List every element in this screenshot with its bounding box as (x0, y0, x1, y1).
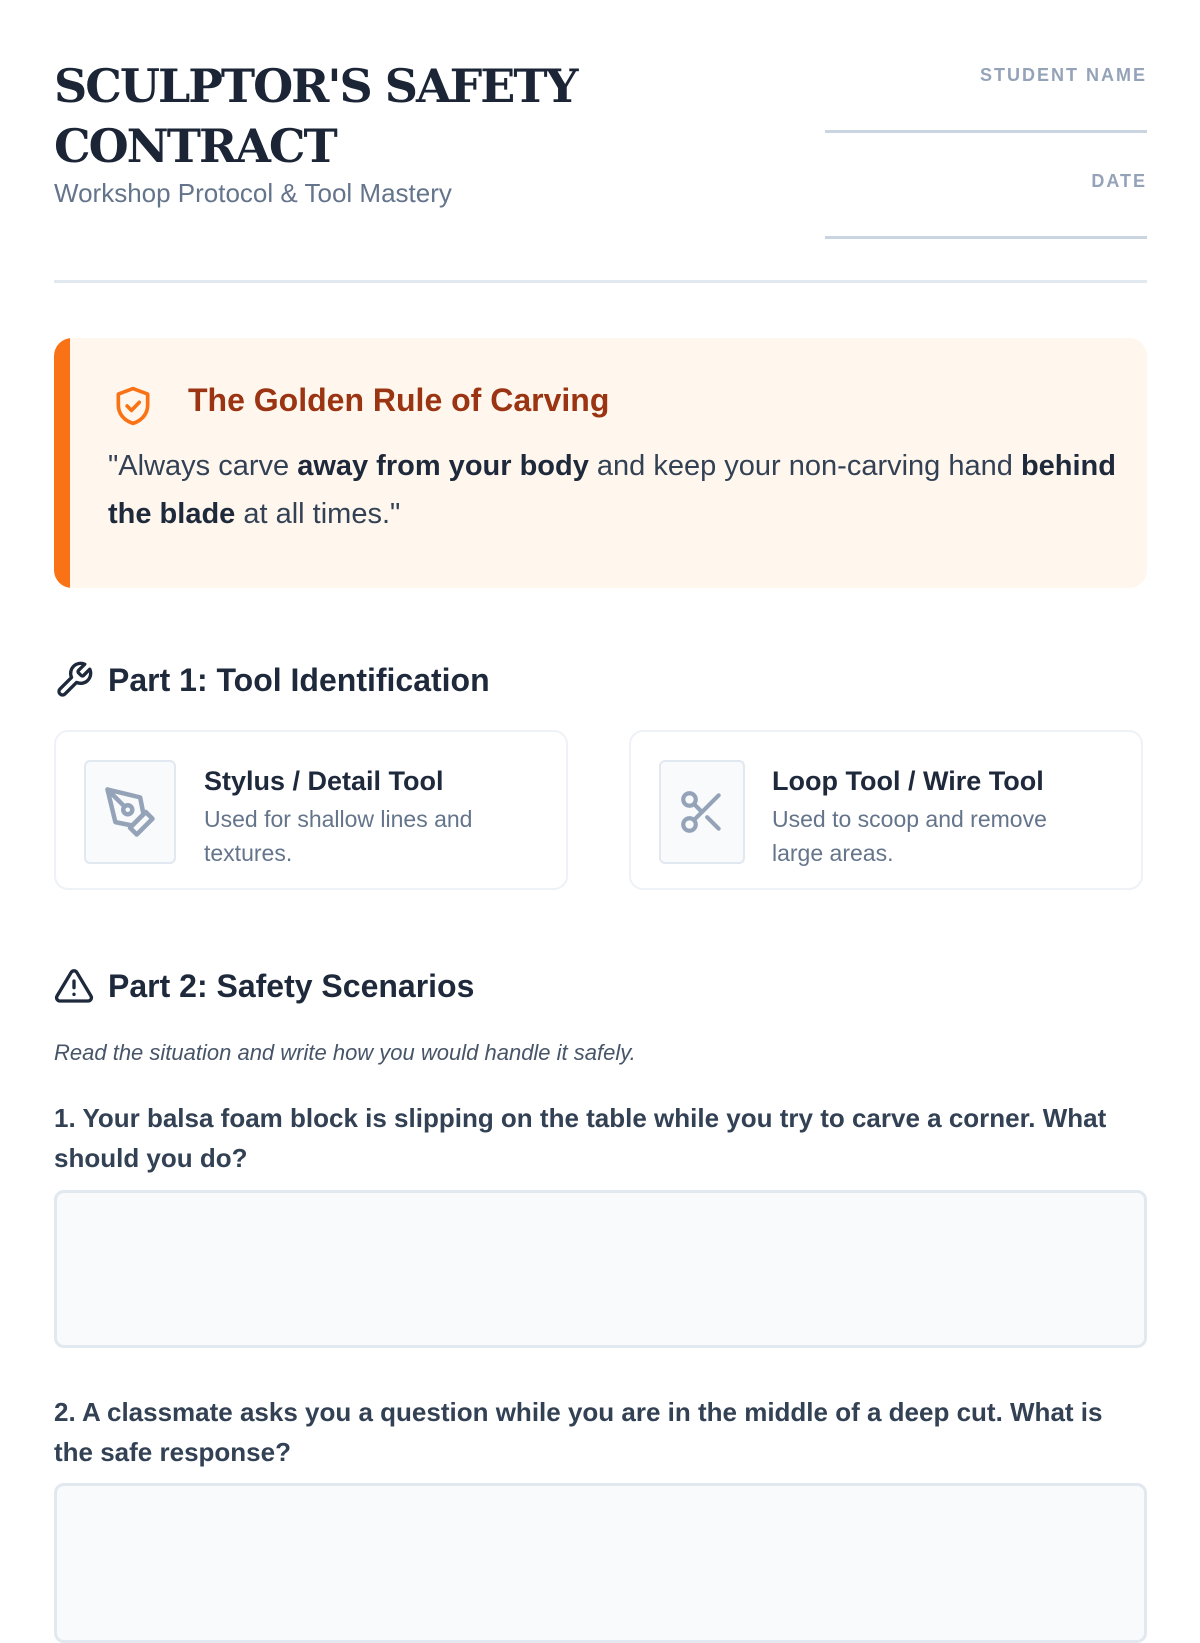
student-name-field[interactable] (825, 65, 1147, 133)
wrench-icon (54, 660, 94, 700)
page-title: SCULPTOR'S SAFETY CONTRACT (54, 59, 577, 173)
header-divider (54, 280, 1147, 283)
warning-triangle-icon (54, 966, 94, 1006)
quote-text: at all times." (235, 498, 401, 530)
tool-card-loop (629, 730, 1143, 890)
golden-rule-quote (108, 442, 1118, 538)
tool-description: Used to scoop and remove large areas. (772, 806, 1047, 866)
quote-emphasis: behind the blade (108, 450, 1116, 530)
part1-title: Part 1: Tool Identification (108, 662, 490, 698)
golden-rule-callout (54, 338, 1147, 588)
scenario-answer-1[interactable] (54, 1190, 1147, 1348)
date-field[interactable] (825, 171, 1147, 239)
pen-tool-icon (103, 785, 157, 839)
part2-title: Part 2: Safety Scenarios (108, 968, 475, 1004)
tool-name: Loop Tool / Wire Tool (772, 766, 1044, 796)
date-line[interactable] (825, 236, 1147, 239)
date-label: DATE (1091, 171, 1147, 191)
scenario-instructions: Read the situation and write how you would handle it safely. (54, 1040, 636, 1065)
quote-emphasis: away from your body (297, 450, 589, 482)
scenario-question-2: 2. A classmate asks you a question while you are in the middle of a deep cut. What is the safe response? (54, 1397, 1103, 1467)
student-name-line[interactable] (825, 130, 1147, 133)
tool-icon-box (84, 760, 176, 864)
student-name-label: STUDENT NAME (980, 65, 1147, 85)
tool-name: Stylus / Detail Tool (204, 766, 444, 796)
tool-card-stylus (54, 730, 568, 890)
golden-rule-title: The Golden Rule of Carving (188, 382, 610, 418)
tool-icon-box (659, 760, 745, 864)
scenario-answer-2[interactable] (54, 1483, 1147, 1643)
callout-accent-bar (54, 338, 70, 588)
quote-text: "Always carve (108, 450, 298, 482)
scenario-question-1: 1. Your balsa foam block is slipping on the table while you try to carve a corner. What should you do? (54, 1103, 1107, 1173)
quote-text: and keep your non-carving hand (588, 450, 1021, 482)
shield-check-icon (111, 381, 155, 431)
page-subtitle: Workshop Protocol & Tool Mastery (54, 178, 452, 208)
scissors-icon (677, 787, 727, 837)
tool-description: Used for shallow lines and textures. (204, 806, 473, 866)
